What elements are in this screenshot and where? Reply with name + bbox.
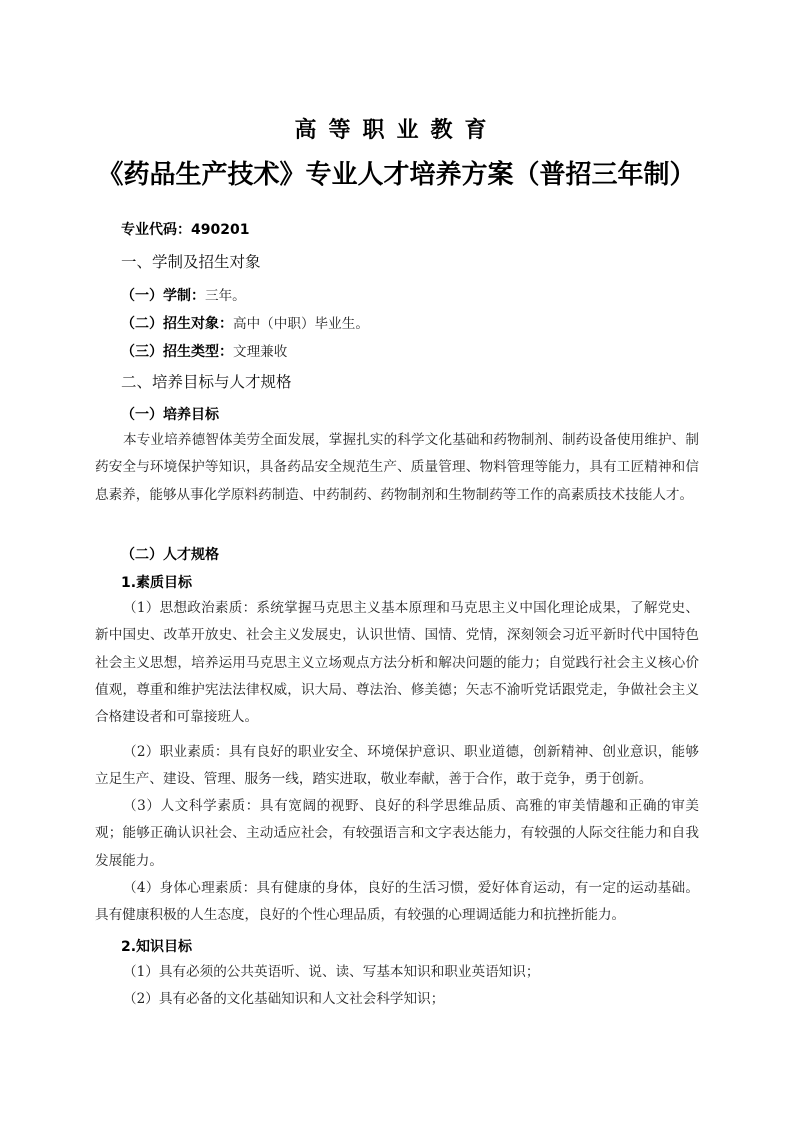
training-goal-paragraph: 本专业培养德智体美劳全面发展，掌握扎实的科学文化基础和药物制剂、制药设备使用维护、制药安全与环境保护等知识，具备药品安全规范生产、质量管理、物料管理等能力，具有工匠精神和信息素养，能够从事化学原料药制造、中药制药、药物制剂和生物制药等工作的高素质技术技能人才。 <box>95 432 699 503</box>
section1-item-target <box>121 312 726 333</box>
document-title: 高等职业教育 <box>294 118 499 143</box>
quality-item-3: （3）人文科学素质：具有宽阔的视野、良好的科学思维品质、高雅的审美情趣和正确的审美观；能够正确认识社会、主动适应社会，有较强语言和文字表达能力，有较强的人际交往能力和自我发展能力。 <box>95 798 699 869</box>
major-code-value: 490201 <box>191 222 250 238</box>
knowledge-item-2: （2）具有必备的文化基础知识和人文社会科学知识； <box>123 991 445 1007</box>
quality-goals-heading: 1.素质目标 <box>121 575 193 591</box>
quality-item-2: （2）职业素质：具有良好的职业安全、环境保护意识、职业道德，创新精神、创业意识，能够立足生产、建设、管理、服务一线，踏实进取，敬业奉献，善于合作，敢于竞争，勇于创新。 <box>95 744 699 788</box>
quality-item-1: （1）思想政治素质：系统掌握马克思主义基本原理和马克思主义中国化理论成果，了解党史、新中国史、改革开放史、社会主义发展史，认识世情、国情、党情，深刻领会习近平新时代中国特色社会主义思想，培养运用马克思主义立场观点方法分析和解决问题的能力；自觉践行社会主义核心价值观，尊重和维护宪法法律权威，识大局、尊法治、修美德；矢志不渝听党话跟党走，争做社会主义合格建设者和可靠接班人。 <box>95 600 699 726</box>
major-code <box>121 219 726 239</box>
document-subtitle: 《药品生产技术》专业人才培养方案（普招三年制） <box>97 160 696 190</box>
section1-item-type <box>121 340 726 361</box>
sub1-heading: （一）培养目标 <box>121 407 219 423</box>
knowledge-item-1: （1）具有必须的公共英语听、说、读、写基本知识和职业英语知识； <box>123 964 540 980</box>
section2-heading: 二、培养目标与人才规格 <box>121 373 292 391</box>
section1-item-duration <box>121 284 726 305</box>
quality-item-4: （4）身体心理素质：具有健康的身体，良好的生活习惯，爱好体育运动，有一定的运动基础。具有健康积极的人生态度，良好的个性心理品质，有较强的心理调适能力和抗挫折能力。 <box>95 880 699 924</box>
item-label: （一）学制： <box>121 288 205 304</box>
item-value: 文理兼收 <box>233 344 288 360</box>
item-label: （三）招生类型： <box>121 344 233 360</box>
knowledge-goals-heading: 2.知识目标 <box>121 939 193 955</box>
section1-heading: 一、学制及招生对象 <box>121 253 261 271</box>
sub2-heading: （二）人才规格 <box>121 547 219 563</box>
item-value: 三年。 <box>205 288 246 304</box>
item-label: （二）招生对象： <box>121 316 233 332</box>
item-value: 高中（中职）毕业生。 <box>233 316 369 332</box>
major-code-label: 专业代码： <box>121 222 191 238</box>
